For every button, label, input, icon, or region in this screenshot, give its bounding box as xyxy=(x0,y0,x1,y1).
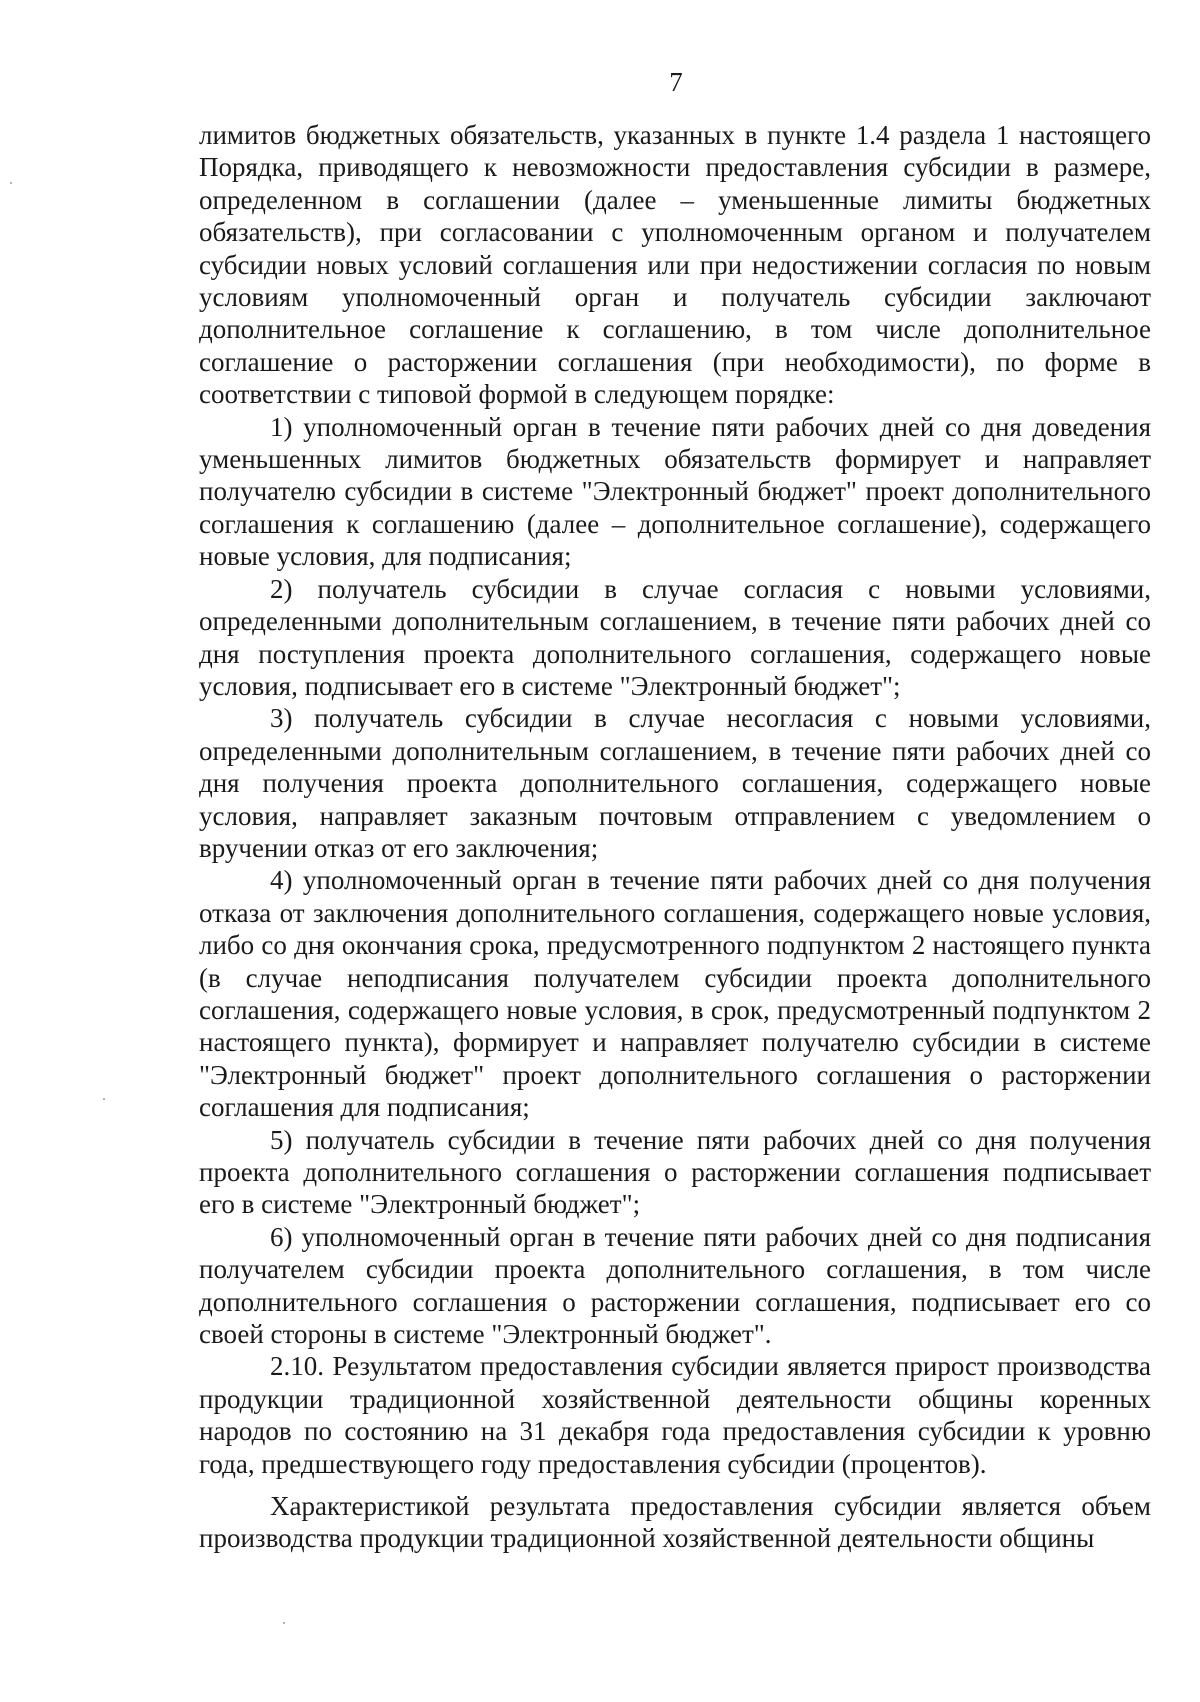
result-characteristic-paragraph: Характеристикой результата предоставления субсидии является объем производства продукции традиционной хозяйственной деятельности общины xyxy=(199,1491,1151,1554)
list-item-5: 5) получатель субсидии в течение пяти рабочих дней со дня получения проекта дополнительного соглашения о расторжении соглашения подписывает его в системе "Электронный бюджет"; xyxy=(199,1124,1151,1220)
list-item-6: 6) уполномоченный орган в течение пяти рабочих дней со дня подписания получателем субсидии проекта дополнительного соглашения, в том числе дополнительного соглашения о расторжении соглашения, подписывает его со своей стороны в системе "Электронный бюджет". xyxy=(199,1221,1151,1350)
document-body xyxy=(199,119,1151,1555)
list-item-4: 4) уполномоченный орган в течение пяти рабочих дней со дня получения отказа от заключения дополнительного соглашения, содержащего новые условия, либо со дня окончания срока, предусмотренного подпунктом 2 настоящего пункта (в случае неподписания получателем субсидии проекта дополнительного соглашения, содержащего новые условия, в срок, предусмотренный подпунктом 2 настоящего пункта), формирует и направляет получателю субсидии в системе "Электронный бюджет" проект дополнительного соглашения о расторжении соглашения для подписания; xyxy=(199,865,1151,1123)
scan-speck xyxy=(10,182,12,184)
scan-speck xyxy=(283,1622,285,1624)
section-2-10-paragraph: 2.10. Результатом предоставления субсидии является прирост производства продукции традиционной хозяйственной деятельности общины коренных народов по состоянию на 31 декабря года предоставления субсидии к уровню года, предшествующего году предоставления субсидии (процентов). xyxy=(199,1351,1151,1479)
list-item-3: 3) получатель субсидии в случае несогласия с новыми условиями, определенными дополнительным соглашением, в течение пяти рабочих дней со дня получения проекта дополнительного соглашения, содержащего новые условия, направляет заказным почтовым отправлением с уведомлением о вручении отказ от его заключения; xyxy=(199,703,1151,863)
scan-speck xyxy=(103,1098,105,1100)
list-item-2: 2) получатель субсидии в случае согласия с новыми условиями, определенными дополнительным соглашением, в течение пяти рабочих дней со дня поступления проекта дополнительного соглашения, содержащего новые условия, подписывает его в системе "Электронный бюджет"; xyxy=(199,573,1151,701)
page-number: 7 xyxy=(669,67,683,97)
paragraph-limits-continuation: лимитов бюджетных обязательств, указанных в пункте 1.4 раздела 1 настоящего Порядка, приводящего к невозможности предоставления субсидии в размере, определенном в соглашении (далее – уменьшенные лимиты бюджетных обязательств), при согласовании с уполномоченным органом и получателем субсидии новых условий соглашения или при недостижении согласия по новым условиям уполномоченный орган и получатель субсидии заключают дополнительное соглашение к соглашению, в том числе дополнительное соглашение о расторжении соглашения (при необходимости), по форме в соответствии с типовой формой в следующем порядке: xyxy=(199,120,1151,410)
list-item-1: 1) уполномоченный орган в течение пяти рабочих дней со дня доведения уменьшенных лимитов бюджетных обязательств формирует и направляет получателю субсидии в системе "Электронный бюджет" проект дополнительного соглашения к соглашению (далее – дополнительное соглашение), содержащего новые условия, для подписания; xyxy=(199,411,1151,572)
